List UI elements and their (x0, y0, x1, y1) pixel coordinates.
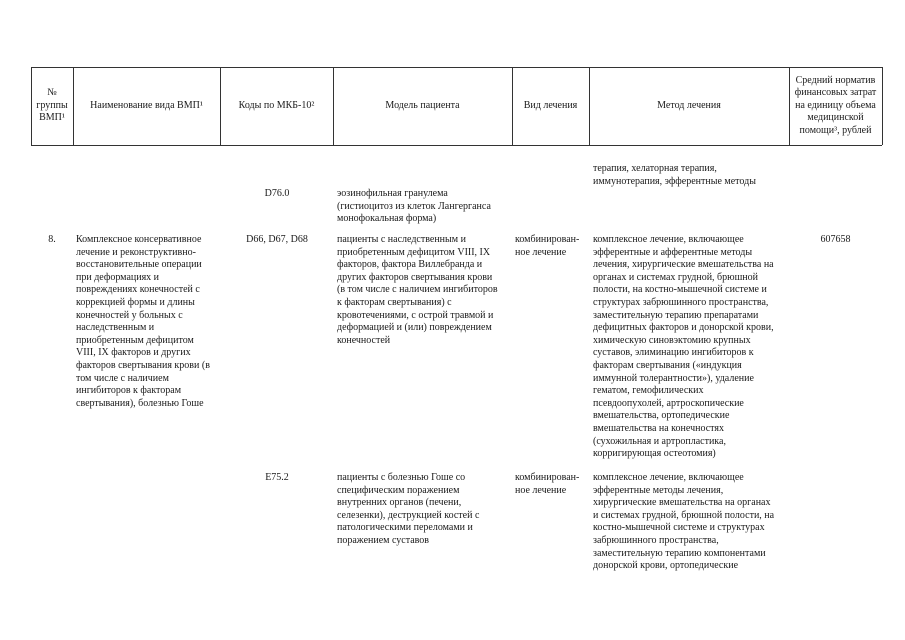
patient-model: пациенты с наследственным и приобретенным дефицитом VIII, IX факторов, фактора Виллебранда и других факторов свертывания крови (в том числе с наличием ингибиторов к факторам свертывания) с кровотечениями, с острой травмой и деформацией и (или) повреждением конечностей (337, 234, 498, 346)
treatment-method-gaucher: комплексное лечение, включающее эфферентные методы лечения, хирургические вмешательства на органах и системах грудной, брюшной полости, на костно-мышечной системе и структурах забрюшинного пространства, заместительную терапию компонентами донорской крови, ортопедические (593, 472, 775, 572)
header-treatment-method: Метод лечения (657, 99, 721, 111)
header-divider (882, 67, 883, 145)
header-treatment-type: Вид лечения (523, 99, 578, 111)
header-average-cost: Средний норматив финансовых затрат на единицу объема медицинской помощи³, рублей (794, 74, 877, 136)
group-number: 8. (48, 234, 56, 245)
header-patient-model: Модель пациента (385, 99, 460, 111)
average-cost: 607658 (820, 234, 851, 245)
treatment-type: комбинирован- ное лечение (515, 234, 580, 258)
icd-code-d76: D76.0 (264, 188, 290, 199)
header-group-number: № группы ВМП¹ (36, 87, 68, 124)
vmp-name: Комплексное консервативное лечение и реконструктивно- восстановительные операции при деформациях и повреждениях конечностей с коррекцией формы и длины конечностей у больных с наследственным и приобретенным дефицитом VIII, IX факторов и других факторов свертывания крови (в том числе с наличием ингибиторов к факторам свертывания), болезнью Гоше (76, 234, 210, 409)
patient-model-eosinophilic-granuloma: эозинофильная гранулема (гистиоцитоз из клеток Лангерганса монофокальная форма) (337, 188, 491, 225)
header-vmp-name: Наименование вида ВМП¹ (90, 99, 203, 111)
treatment-type-gaucher: комбинирован- ное лечение (515, 472, 580, 496)
icd-code-e75: E75.2 (265, 472, 289, 483)
header-bottom-border (31, 145, 882, 146)
method-continuation: терапия, хелаторная терапия, иммунотерапия, эфферентные методы (593, 163, 756, 187)
patient-model-gaucher: пациенты с болезнью Гоше со специфическим поражением внутренних органов (печени, селезенки), деструкцией костей с патологическими переломами и поражением суставов (337, 472, 480, 546)
icd-codes: D66, D67, D68 (246, 234, 308, 245)
header-icd-codes: Коды по МКБ-10² (238, 99, 315, 111)
treatment-method: комплексное лечение, включающее эфферентные и афферентные методы лечения, хирургические вмешательства на органах и системах грудной, брюшной полости, на костно-мышечной системе и структурах забрюшинного пространства, заместительную терапию препаратами дефицитных факторов и донорской крови, химическую синовэктомию крупных суставов, элиминацию ингибиторов к факторам свертывания («индукция иммунной толерантности»), удаление гематом, гемофилических псевдоопухолей, артроскопические вмешательства, ортопедические вмешательства на конечностях (сухожильная и артропластика, корригирующая остеотомия) (593, 234, 774, 460)
